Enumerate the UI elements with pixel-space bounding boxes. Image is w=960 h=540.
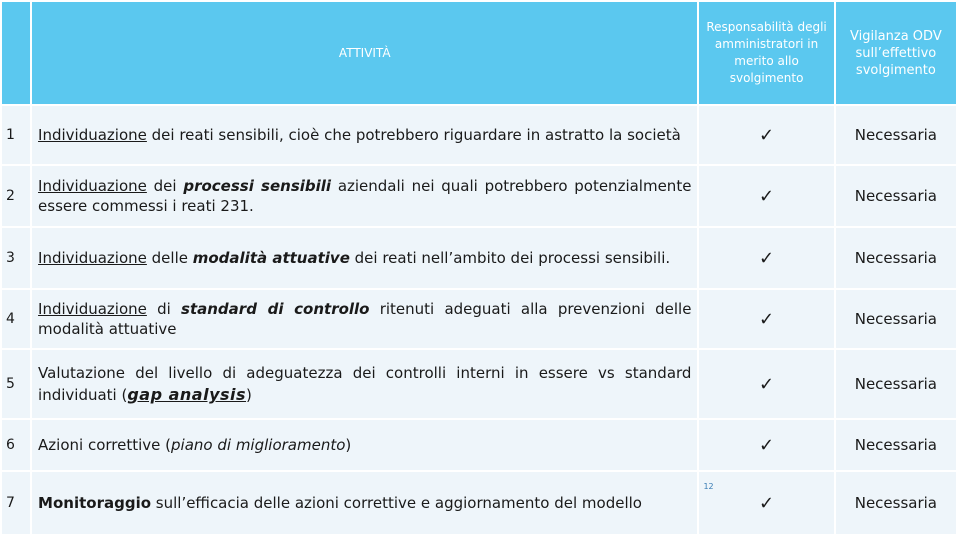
activity-text: Individuazione dei reati sensibili, cioè che potrebbero riguardare in astratto la società [32, 106, 697, 164]
table-row [2, 166, 956, 226]
check-icon: ✓ [699, 290, 833, 348]
supervision-value: Necessaria [836, 166, 956, 226]
supervision-value: Necessaria [836, 420, 956, 470]
row-number: 3 [2, 228, 30, 288]
check-icon: ✓ [759, 492, 775, 514]
table-row [2, 472, 956, 534]
row-number: 2 [2, 166, 30, 226]
table-row [2, 290, 956, 348]
table-row [2, 228, 956, 288]
activity-text: Azioni correttive (piano di miglioramento) [32, 420, 697, 470]
check-icon: ✓ [699, 166, 833, 226]
check-icon: ✓ [699, 420, 833, 470]
check-icon: ✓ [699, 350, 833, 418]
row-number: 1 [2, 106, 30, 164]
activity-text: Valutazione del livello di adeguatezza dei controlli interni in essere vs standard individuati (gap analysis) [32, 350, 697, 418]
supervision-value: Necessaria [836, 106, 956, 164]
supervision-value: Necessaria [836, 350, 956, 418]
supervision-value: Necessaria [836, 290, 956, 348]
activity-text: Individuazione di standard di controllo ritenuti adeguati alla prevenzioni delle modalità attuative [32, 290, 697, 348]
slide-number: 12 [703, 482, 714, 491]
activity-text: Monitoraggio sull’efficacia delle azioni correttive e aggiornamento del modello [32, 472, 697, 534]
header-row [2, 2, 956, 104]
table-row [2, 350, 956, 418]
header-responsibility: Responsabilità degli amministratori in merito allo svolgimento [699, 2, 833, 104]
header-supervision: Vigilanza ODV sull’effettivo svolgimento [836, 2, 956, 104]
supervision-value: Necessaria [836, 472, 956, 534]
check-icon: ✓ [699, 106, 833, 164]
activity-text: Individuazione delle modalità attuative dei reati nell’ambito dei processi sensibili. [32, 228, 697, 288]
row-number: 5 [2, 350, 30, 418]
table-row [2, 106, 956, 164]
check-icon: ✓ [699, 228, 833, 288]
row-number: 6 [2, 420, 30, 470]
table-row [2, 420, 956, 470]
supervision-value: Necessaria [836, 228, 956, 288]
check-cell [699, 472, 833, 534]
activity-text: Individuazione dei processi sensibili aziendali nei quali potrebbero potenzialmente essere commessi i reati 231. [32, 166, 697, 226]
row-number: 7 [2, 472, 30, 534]
activity-keyword: Individuazione [38, 126, 147, 144]
row-number: 4 [2, 290, 30, 348]
header-activity: ATTIVITÀ [32, 2, 697, 104]
header-number-cell [2, 2, 30, 104]
